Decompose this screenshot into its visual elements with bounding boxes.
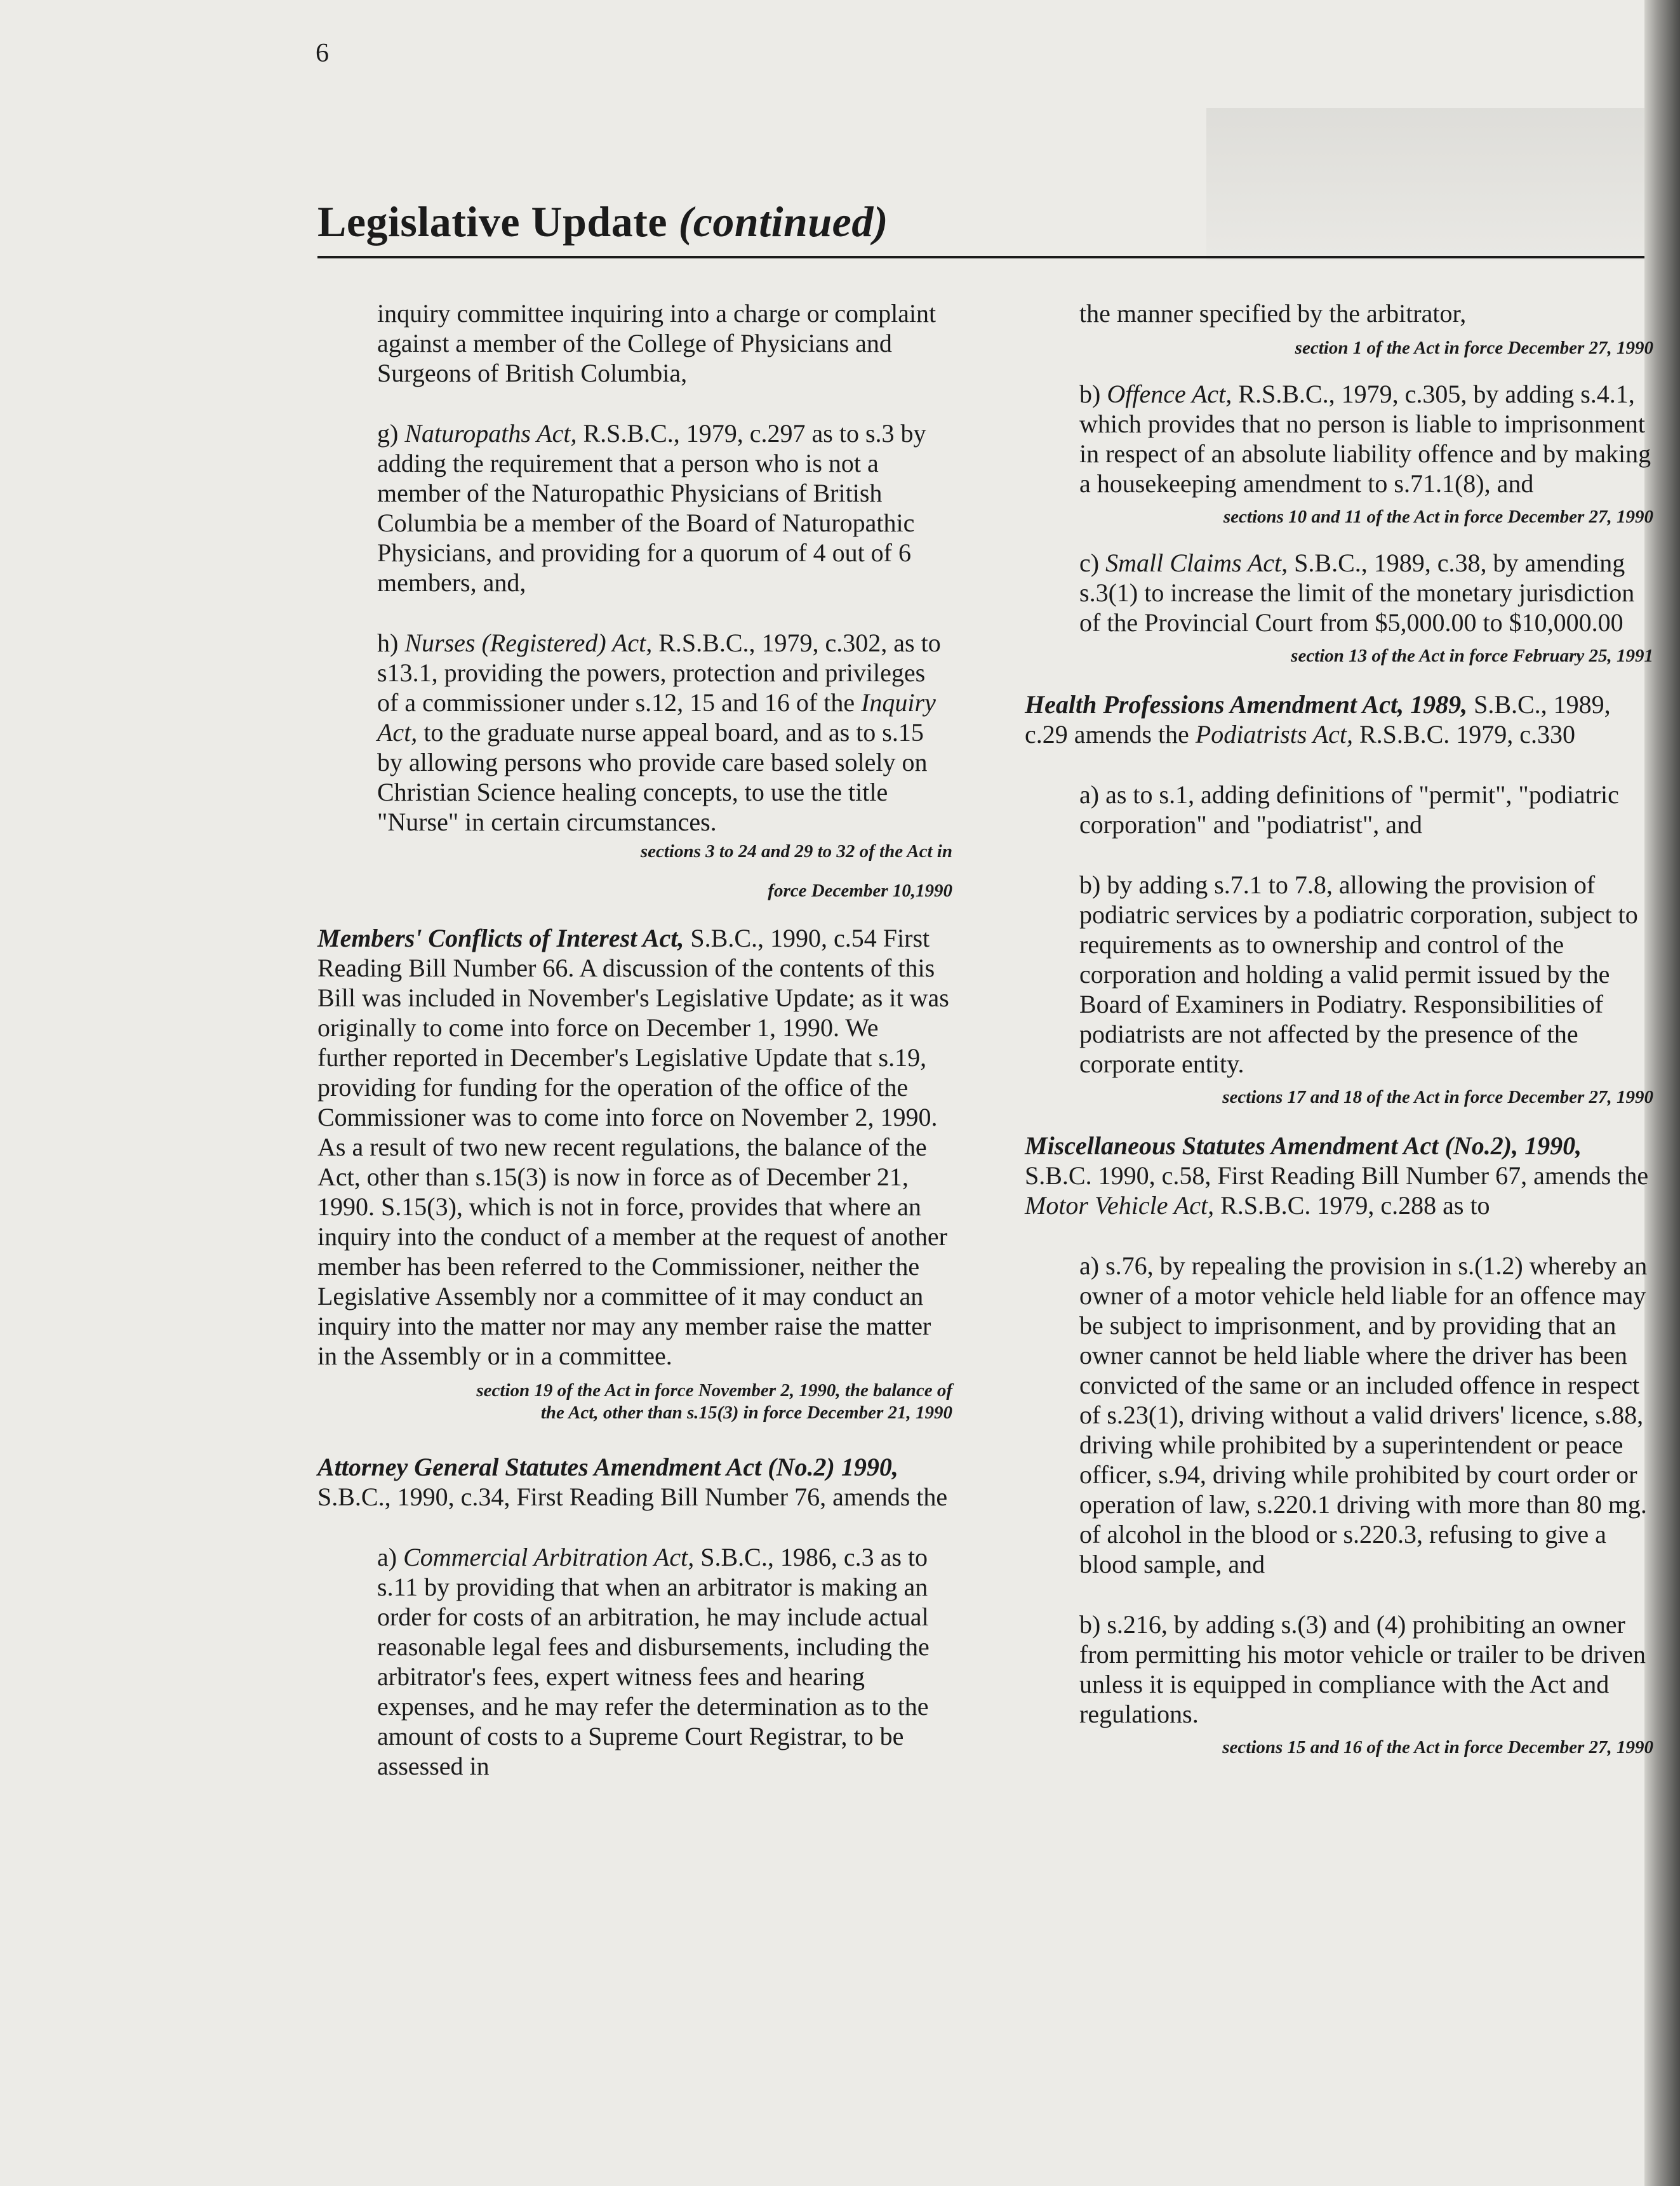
act-name: Offence Act, bbox=[1107, 380, 1232, 408]
act-name: Naturopaths Act, bbox=[404, 419, 577, 448]
paragraph-inquiry-committee: inquiry committee inquiring into a charge or complaint against a member of the College of Physicians and Surgeons of British Columbia, bbox=[377, 299, 937, 387]
item-text: S.B.C., 1989, c.38, by amending s.3(1) to increase the limit of the monetary jurisdiction of the Provincial Court from $5,000.00 to $10,000.00 bbox=[1079, 549, 1635, 637]
act-heading: Health Professions Amendment Act, 1989, bbox=[1025, 690, 1468, 719]
item-text: S.B.C., 1986, c.3 as to s.11 by providing that when an arbitrator is making an order for costs of an arbitration, he may include actual reasonable legal fees and disbursements, including the arbitrator's fees, expert witness fees and hearing expenses, and he may refer the determination as to the amount of costs to a Supreme Court Registrar, to be assessed in bbox=[377, 1543, 930, 1780]
item-prefix: g) bbox=[377, 419, 405, 448]
title-main: Legislative Update bbox=[317, 197, 668, 246]
paragraph-text: R.S.B.C. 1979, c.288 as to bbox=[1214, 1191, 1490, 1220]
attorney-general-paragraph bbox=[317, 1452, 952, 1512]
act-name: Small Claims Act, bbox=[1105, 549, 1288, 577]
item-h-nurses bbox=[317, 628, 952, 837]
section-reference: force December 10,1990 bbox=[768, 881, 952, 901]
section-reference: sections 17 and 18 of the Act in force December 27, 1990 bbox=[1222, 1087, 1653, 1107]
act-name: Motor Vehicle Act, bbox=[1025, 1191, 1215, 1220]
section-reference: sections 10 and 11 of the Act in force December 27, 1990 bbox=[1223, 507, 1653, 527]
act-heading: Attorney General Statutes Amendment Act (No.2) 1990, bbox=[317, 1453, 898, 1481]
item-b-offence-act bbox=[1025, 379, 1653, 498]
item-prefix: a) bbox=[377, 1543, 404, 1571]
reference-line: the Act, other than s.15(3) in force December 21, 1990 bbox=[540, 1403, 952, 1423]
item-g-naturopaths bbox=[317, 418, 952, 597]
members-conflicts-paragraph bbox=[317, 923, 952, 1371]
section-reference: sections 15 and 16 of the Act in force December 27, 1990 bbox=[1222, 1737, 1653, 1757]
act-name: Inquiry Act, bbox=[377, 688, 936, 747]
act-name: Podiatrists Act, bbox=[1195, 720, 1353, 749]
item-prefix: b) bbox=[1079, 380, 1107, 408]
item-text: R.S.B.C., 1979, c.302, as to s13.1, providing the powers, protection and privileges of a commissioner under s.12, 15 and 16 of the bbox=[377, 629, 941, 717]
section-reference: section 13 of the Act in force February 25, 1991 bbox=[1291, 646, 1653, 666]
item-prefix: c) bbox=[1079, 549, 1106, 577]
item-text: R.S.B.C., 1979, c.305, by adding s.4.1, which provides that no person is liable to imprisonment in respect of an absolute liability offence and by making a housekeeping amendment to s.71.1(8), and bbox=[1079, 380, 1651, 498]
paragraph-text: S.B.C., 1989, c.29 amends the bbox=[1025, 690, 1611, 749]
paragraph-arbitrator-continued: the manner specified by the arbitrator, bbox=[1079, 299, 1467, 328]
item-b-section-216: b) s.216, by adding s.(3) and (4) prohibiting an owner from permitting his motor vehicle or trailer to be driven unless it is equipped in compliance with the Act and regulations. bbox=[1079, 1610, 1646, 1728]
miscellaneous-statutes-paragraph bbox=[1025, 1131, 1653, 1220]
paragraph-text: R.S.B.C. 1979, c.330 bbox=[1352, 720, 1576, 749]
page-number: 6 bbox=[316, 39, 329, 68]
act-heading: Miscellaneous Statutes Amendment Act (No.2), 1990, bbox=[1025, 1131, 1582, 1160]
item-a-section-76: a) s.76, by repealing the provision in s.(1.2) whereby an owner of a motor vehicle held liable for an offence may be subject to imprisonment, and by providing that an owner cannot be held liable where the driver has been convicted of the same or an included offence in respect of s.23(1), driving without a valid drivers' licence, s.88, driving while prohibited by a superintendent or peace officer, s.94, driving while prohibited by court order or operation of law, s.220.1 driving with more than 80 mg. of alcohol in the blood or s.220.3, refusing to give a blood sample, and bbox=[1079, 1251, 1648, 1578]
item-text: R.S.B.C., 1979, c.297 as to s.3 by adding the requirement that a person who is not a member of the Naturopathic Physicians of British Columbia be a member of the Board of Naturopathic Physicians, and providing for a quorum of 4 out of 6 members, and, bbox=[377, 419, 926, 597]
title-continued: (continued) bbox=[678, 197, 888, 246]
bleed-through-header bbox=[1206, 108, 1644, 260]
left-column bbox=[317, 298, 952, 1781]
act-heading: Members' Conflicts of Interest Act, bbox=[317, 924, 684, 952]
paragraph-text: S.B.C., 1990, c.34, First Reading Bill Number 76, amends the bbox=[317, 1483, 948, 1511]
item-prefix: h) bbox=[377, 629, 405, 657]
act-name: Commercial Arbitration Act, bbox=[403, 1543, 695, 1571]
act-name: Nurses (Registered) Act, bbox=[404, 629, 653, 657]
reference-line: section 19 of the Act in force November 2, 1990, the balance of bbox=[476, 1380, 952, 1401]
item-a-definitions: a) as to s.1, adding definitions of "permit", "podiatric corporation" and "podiatrist", and bbox=[1079, 780, 1619, 839]
item-a-commercial-arbitration bbox=[317, 1542, 952, 1781]
section-reference bbox=[317, 1380, 952, 1424]
paragraph-text: S.B.C. 1990, c.58, First Reading Bill Number 67, amends the bbox=[1025, 1161, 1649, 1190]
paragraph-text: S.B.C., 1990, c.54 First Reading Bill Number 66. A discussion of the contents of this Bill was included in November's Legislative Update; as it was originally to come into force on December 1, 1990. We further reported in December's Legislative Update that s.19, providing for funding for the operation of the office of the Commissioner was to come into force on November 2, 1990. As a result of two new recent regulations, the balance of the Act, other than s.15(3) is now in force as of December 21, 1990. S.15(3), which is not in force, provides that where an inquiry into the conduct of a member at the request of another member has been referred to the Commissioner, neither the Legislative Assembly nor a committee of it may conduct an inquiry into the matter nor may any member raise the matter in the Assembly or in a committee. bbox=[317, 924, 949, 1370]
item-b-podiatric-corporation: b) by adding s.7.1 to 7.8, allowing the provision of podiatric services by a podiatric corporation, subject to requirements as to ownership and control of the corporation and holding a valid permit issued by the Board of Examiners in Podiatry. Responsibilities of podiatrists are not affected by the presence of the corporate entity. bbox=[1079, 870, 1638, 1078]
item-text: to the graduate nurse appeal board, and as to s.15 by allowing persons who provide care based solely on Christian Science healing concepts, to use the title "Nurse" in certain circumstances. bbox=[377, 718, 928, 836]
section-reference: section 1 of the Act in force December 27, 1990 bbox=[1295, 338, 1653, 358]
section-reference: sections 3 to 24 and 29 to 32 of the Act in bbox=[640, 841, 952, 862]
right-column bbox=[1025, 298, 1653, 1762]
health-professions-paragraph bbox=[1025, 690, 1653, 749]
page-title bbox=[317, 197, 888, 247]
item-c-small-claims bbox=[1025, 548, 1653, 637]
title-rule bbox=[317, 256, 1644, 258]
